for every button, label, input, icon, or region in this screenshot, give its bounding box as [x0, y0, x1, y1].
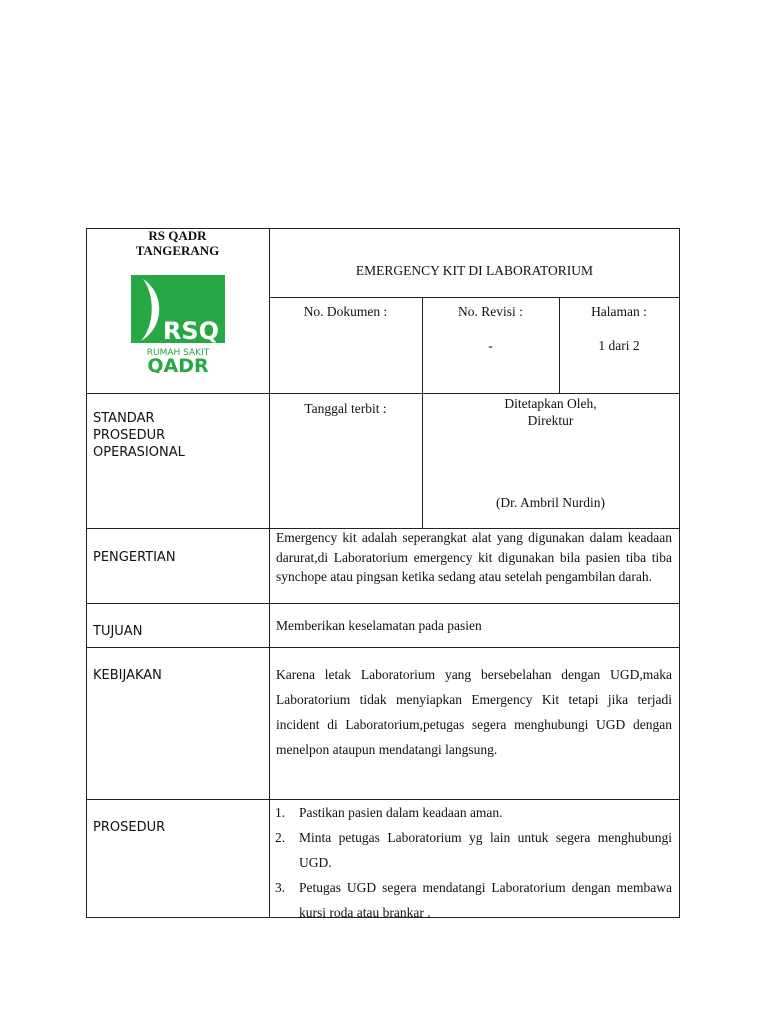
sop-document: [86, 228, 680, 918]
hospital-name-line2: TANGERANG: [135, 243, 220, 258]
hospital-logo: [131, 275, 225, 373]
prosedur-item-text: Pastikan pasien dalam keadaan aman.: [299, 805, 503, 820]
hospital-name: [86, 228, 269, 258]
border-left: [86, 228, 87, 918]
pengertian-text: Emergency kit adalah seperangkat alat yang digunakan dalam keadaan darurat,di Laboratorium emergency kit digunakan bila pasien tiba tiba synchope atau pingsan ketika sedang atau setelah pengambilan darah.: [276, 530, 672, 584]
prosedur-item-number: 3.: [275, 880, 286, 895]
divider-header: [86, 393, 680, 394]
hospital-name-line1: RS QADR: [148, 228, 207, 243]
sop-label: [93, 410, 263, 461]
tujuan-label: TUJUAN: [93, 624, 143, 639]
issue-date-label: Tanggal terbit :: [304, 401, 387, 416]
column-divider: [269, 228, 270, 918]
kebijakan-label: KEBIJAKAN: [93, 668, 162, 683]
page-label: Halaman :: [591, 304, 647, 319]
revision-label: No. Revisi :: [458, 304, 523, 319]
prosedur-list: [271, 800, 672, 925]
sop-label-line3: OPERASIONAL: [93, 445, 185, 460]
prosedur-item-number: 2.: [275, 830, 286, 845]
prosedur-item-text: Petugas UGD segera mendatangi Laboratorium dengan membawa kursi roda atau brankar .: [299, 880, 672, 920]
prosedur-item: [275, 875, 672, 925]
sop-label-line2: PROSEDUR: [93, 428, 166, 443]
page-value: 1 dari 2: [598, 338, 640, 353]
logo-name: QADR: [147, 355, 209, 373]
kebijakan-text: Karena letak Laboratorium yang bersebelahan dengan UGD,maka Laboratorium tidak menyiapkan Emergency Kit tetapi jika terjadi incident di Laboratorium,petugas segera menghubungi UGD dengan menelpon ataupun mendatangi langsung.: [276, 667, 672, 757]
signatory: (Dr. Ambril Nurdin): [495, 495, 606, 510]
tujuan-text: Memberikan keselamatan pada pasien: [276, 618, 482, 633]
divider-pengertian: [86, 603, 680, 604]
prosedur-item-text: Minta petugas Laboratorium yg lain untuk segera menghubungi UGD.: [299, 830, 672, 870]
approval: [422, 395, 679, 429]
approver-title: Direktur: [527, 413, 574, 428]
prosedur-item: [275, 825, 672, 875]
sop-label-line1: STANDAR: [93, 411, 155, 426]
prosedur-item: [275, 800, 672, 825]
divider-title: [269, 297, 680, 298]
doc-number-label: No. Dokumen :: [303, 304, 388, 319]
logo-sub: RUMAH SAKIT: [146, 348, 210, 358]
logo-letters: RSQ: [162, 317, 220, 345]
divider-tujuan: [86, 647, 680, 648]
prosedur-item-number: 1.: [275, 805, 286, 820]
rsq-logo-icon: [131, 275, 225, 373]
approved-by: Ditetapkan Oleh,: [504, 396, 597, 411]
prosedur-label: PROSEDUR: [93, 820, 166, 835]
revision-value: -: [488, 338, 493, 353]
pengertian-label: PENGERTIAN: [93, 550, 176, 565]
border-right: [679, 228, 680, 918]
document-title: EMERGENCY KIT DI LABORATORIUM: [355, 263, 594, 278]
